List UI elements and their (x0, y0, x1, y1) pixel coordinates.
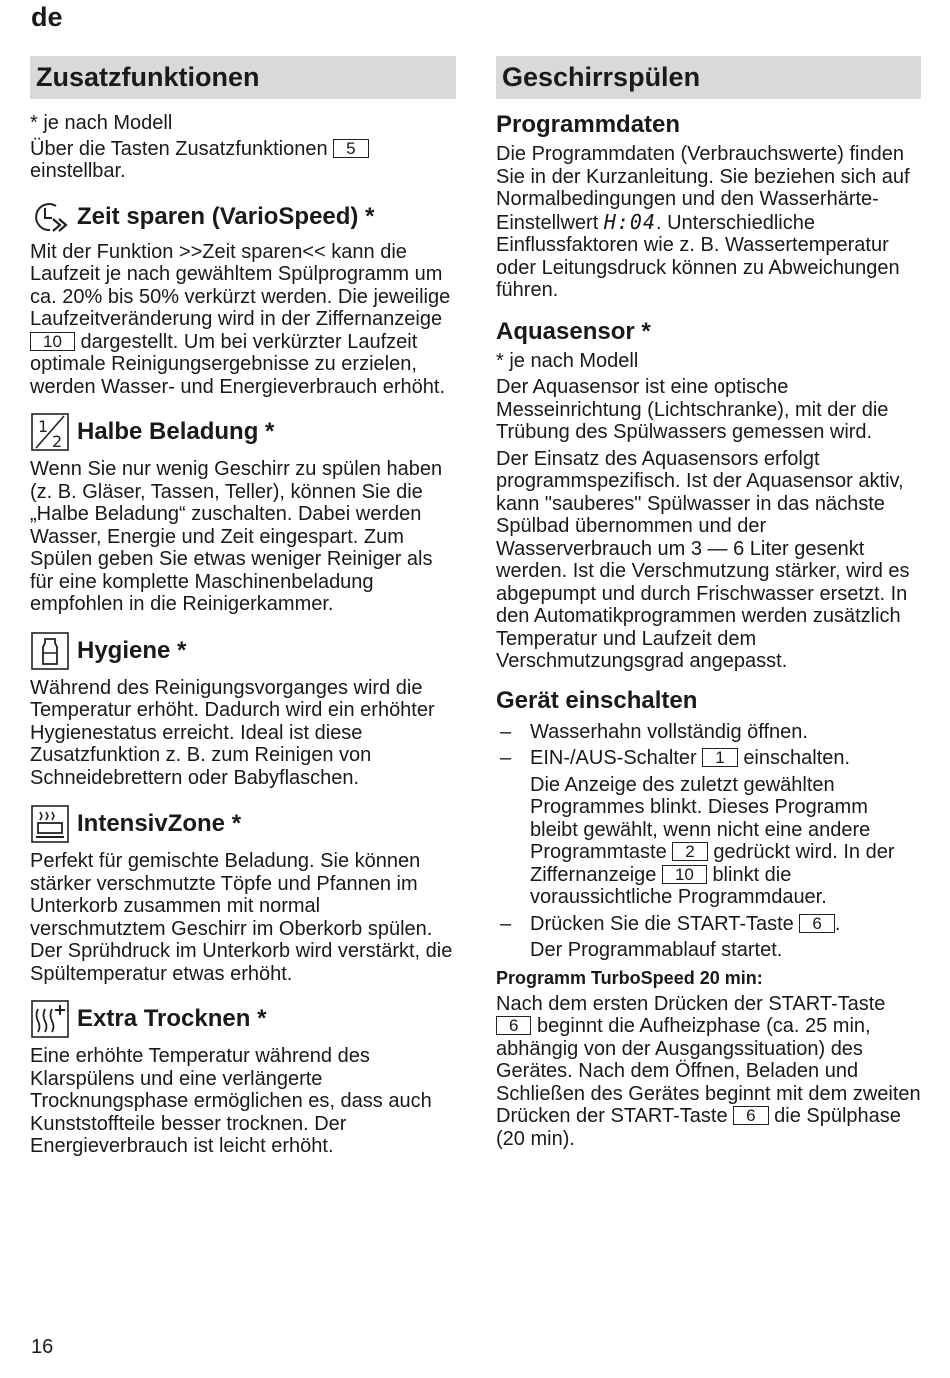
heading-intensivzone (30, 804, 456, 844)
right-column (496, 56, 921, 1150)
programmdaten-text-part2: . Unterschiedliche Einflussfaktoren wie z. B. Wassertemperatur oder Leitungsdruck können zu Abweichungen führen. (496, 211, 900, 301)
intro-text-post: einstellbar. (30, 160, 126, 182)
heading-extra-trocknen (30, 999, 456, 1039)
section-title: Hygiene * (77, 636, 187, 664)
zeit-sparen-text (30, 241, 456, 399)
clock-fast-icon (30, 197, 70, 237)
key-marker: 6 (496, 1016, 531, 1035)
section-title: Aquasensor * (496, 317, 651, 345)
programmdaten-text-part1: Die Programmdaten (Verbrauchswerte) finden Sie in der Kurzanleitung. Sie beziehen sich auf Normalbedingungen und den Wasserhärte-Einstellwert (496, 143, 910, 234)
step-info (496, 774, 921, 909)
page-number: 16 (31, 1336, 54, 1358)
aquasensor-text-1: Der Aquasensor ist eine optische Messeinrichtung (Lichtschranke), mit der die Trübung des Spülwassers gemessen wird. (496, 376, 889, 443)
key-marker: 5 (333, 139, 368, 158)
step-info-part1: Die Anzeige des zuletzt gewählten Programmes blinkt. Dieses Programm bleibt gewählt, wenn nicht eine andere Programmtaste (530, 773, 871, 863)
programmdaten-text (496, 143, 921, 302)
zeit-text-part2: dargestellt. Um bei verkürzter Laufzeit optimale Reinigungsergebnisse zu erzielen, werden Wasser- und Energieverbrauch erhöht. (30, 330, 446, 398)
hygiene-text: Während des Reinigungsvorganges wird die Temperatur erhöht. Dadurch wird ein erhöhter Hygienestatus erreicht. Ideal ist diese Zusatzfunktion z. B. zum Reinigen von Schneidebrettern oder Babyflaschen. (30, 676, 435, 789)
section-title: Gerät einschalten (496, 686, 698, 714)
step-text-post: einschalten. (743, 747, 851, 769)
extra-dry-icon (30, 999, 70, 1039)
hygiene-bottle-icon (30, 631, 70, 671)
key-marker: 6 (799, 914, 834, 933)
turbo-text-part3: die Spülphase (20 min). (496, 1105, 901, 1150)
step-item: – Wasserhahn vollständig öffnen. (496, 721, 921, 744)
section-title: Extra Trocknen * (77, 1005, 267, 1032)
key-marker: 10 (662, 865, 707, 884)
model-note: * je nach Modell (30, 112, 173, 134)
turbo-text-part1: Nach dem ersten Drücken der START-Taste (496, 992, 886, 1015)
step-text-post: . (834, 912, 841, 935)
key-marker: 10 (30, 332, 75, 351)
extra-trocknen-text: Eine erhöhte Temperatur während des Klarspülens und eine verlängerte Trocknungsphase ermöglichen es, dass auch Kunststoffteile besser trocknen. Der Energieverbrauch ist leicht erhöht. (30, 1045, 432, 1157)
aquasensor-text-2: Der Einsatz des Aquasensors erfolgt programmspezifisch. Ist der Aquasensor aktiv, kann "sauberes" Spülwasser in das nächste Spülbad übernommen und der Wasserverbrauch um 3 — 6 Liter gesenkt werden. Ist die Verschmutzung stärker, wird es abgepumpt und durch Frischwasser ersetzt. In den Automatikprogrammen werden zusätzlich Temperatur und Laufzeit dem Verschmutzungsgrad angepasst. (496, 447, 910, 672)
step-info-part2: gedrückt wird. In der Ziffernanzeige (530, 841, 895, 886)
intro-text (30, 138, 456, 183)
heading-zeit-sparen (30, 197, 456, 237)
step-info-part3: blinkt die voraussichtliche Programmdauer. (530, 863, 827, 908)
section-title: Programmdaten (496, 111, 681, 138)
section-title: Zeit sparen (VarioSpeed) * (77, 202, 375, 230)
intensivzone-text: Perfekt für gemischte Beladung. Sie können stärker verschmutzte Töpfe und Pfannen im Unterkorb zusammen mit normal verschmutztem Geschirr im Oberkorb spülen. Der Sprühdruck im Unterkorb wird verstärkt, die Spültemperatur etwas erhöht. (30, 850, 453, 985)
key-marker: 6 (733, 1106, 768, 1125)
intro-text-pre: Über die Tasten Zusatzfunktionen (30, 137, 328, 160)
section-title: IntensivZone * (77, 810, 242, 837)
half-load-icon (30, 412, 70, 452)
step-item (496, 747, 921, 770)
key-marker: 1 (702, 748, 737, 767)
step-result: Der Programmablauf startet. (530, 939, 783, 961)
turbospeed-text (496, 993, 921, 1151)
step-text-pre: Drücken Sie die START-Taste (530, 912, 794, 935)
halbe-beladung-text: Wenn Sie nur wenig Geschirr zu spülen haben (z. B. Gläser, Tassen, Teller), können Sie die „Halbe Beladung“ zuschalten. Dabei werden Wasser, Energie und Zeit eingespart. Zum Spülen geben Sie etwas weniger Reiniger als für eine komplette Maschinenbeladung empfohlen in die Reinigerkammer. (30, 458, 443, 615)
section-banner-geschirrspuelen: Geschirrspülen (496, 56, 921, 99)
turbo-text-part2: beginnt die Aufheizphase (ca. 25 min, abhängig von der Ausgangssituation) des Gerätes. Nach dem Öffnen, Beladen und Schließen des Gerätes beginnt mit dem zweiten Drücken der START-Taste (496, 1015, 921, 1127)
display-value: H:04 (603, 209, 656, 234)
intensive-zone-icon (30, 804, 70, 844)
zeit-text-part1: Mit der Funktion >>Zeit sparen<< kann die Laufzeit je nach gewähltem Spülprogramm um ca. 20% bis 50% verkürzt werden. Die jeweilige Laufzeitveränderung wird in der Ziffernanzeige (30, 240, 451, 330)
key-marker: 2 (672, 842, 707, 861)
left-column (30, 56, 456, 1158)
svg-text:2: 2 (52, 432, 63, 451)
step-item (496, 913, 921, 936)
language-label: de (31, 2, 63, 32)
subsection-title: Programm TurboSpeed 20 min: (496, 967, 763, 988)
heading-hygiene (30, 631, 456, 671)
section-title: Halbe Beladung * (77, 418, 275, 445)
section-banner-zusatzfunktionen: Zusatzfunktionen (30, 56, 456, 99)
step-text-pre: EIN-/AUS-Schalter (530, 747, 697, 769)
aquasensor-note: * je nach Modell (496, 349, 639, 372)
svg-text:1: 1 (38, 417, 49, 436)
heading-halbe-beladung (30, 412, 456, 452)
